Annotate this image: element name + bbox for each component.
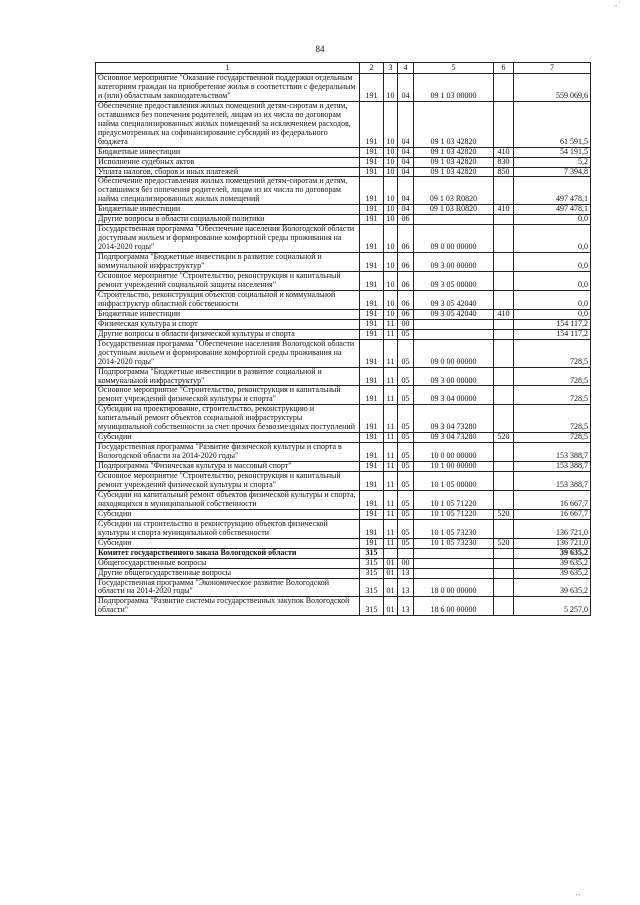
row-target-code: 09 1 03 42820 <box>414 101 494 147</box>
row-subsection-code: 04 <box>398 167 414 177</box>
row-amount: 39 635,2 <box>514 558 591 568</box>
row-subsection-code: 06 <box>398 309 414 319</box>
row-amount: 497 478,1 <box>514 177 591 205</box>
header-cell: 1 <box>96 63 360 74</box>
row-expense-type <box>494 519 514 538</box>
table-row <box>96 433 591 443</box>
row-expense-type <box>494 290 514 309</box>
row-target-code: 10 1 05 00000 <box>414 472 494 491</box>
row-name: Исполнение судебных актов <box>96 157 360 167</box>
row-subsection-code: 04 <box>398 205 414 215</box>
row-name: Субсидии на строительство и реконструкцию объектов физической культуры и спорта муниципальной собственности <box>96 519 360 538</box>
table-row <box>96 319 591 329</box>
row-name: Общегосударственные вопросы <box>96 558 360 568</box>
row-name: Другие вопросы в области физической культуры и спорта <box>96 329 360 339</box>
row-expense-type <box>494 443 514 462</box>
row-target-code: 09 3 04 73280 <box>414 405 494 433</box>
row-subsection-code: 04 <box>398 177 414 205</box>
row-section-code: 01 <box>384 558 398 568</box>
row-subsection-code: 13 <box>398 568 414 578</box>
row-subsection-code: 05 <box>398 538 414 548</box>
header-cell: 5 <box>414 63 494 74</box>
row-section-code: 10 <box>384 309 398 319</box>
table-row <box>96 490 591 509</box>
row-expense-type <box>494 74 514 102</box>
row-section-code: 10 <box>384 272 398 291</box>
table-row <box>96 509 591 519</box>
row-section-code: 11 <box>384 490 398 509</box>
header-cell: 6 <box>494 63 514 74</box>
row-amount: 153 388,7 <box>514 472 591 491</box>
table-row <box>96 558 591 568</box>
row-amount: 16 667,7 <box>514 509 591 519</box>
row-amount: 728,5 <box>514 386 591 405</box>
row-admin-code: 191 <box>360 290 384 309</box>
row-section-code: 10 <box>384 205 398 215</box>
row-amount: 39 635,2 <box>514 578 591 597</box>
table-row <box>96 339 591 367</box>
row-expense-type <box>494 215 514 225</box>
row-target-code <box>414 558 494 568</box>
row-admin-code: 191 <box>360 205 384 215</box>
row-expense-type <box>494 405 514 433</box>
row-section-code: 01 <box>384 597 398 616</box>
row-expense-type: 520 <box>494 509 514 519</box>
row-section-code: 01 <box>384 578 398 597</box>
row-section-code: 11 <box>384 443 398 462</box>
row-target-code: 09 3 00 00000 <box>414 253 494 272</box>
row-section-code: 10 <box>384 253 398 272</box>
row-name: Бюджетные инвестиции <box>96 309 360 319</box>
row-admin-code: 191 <box>360 253 384 272</box>
row-admin-code: 315 <box>360 597 384 616</box>
row-amount: 728,5 <box>514 433 591 443</box>
header-cell: 2 <box>360 63 384 74</box>
table-row <box>96 443 591 462</box>
table-row <box>96 597 591 616</box>
row-amount: 0,0 <box>514 290 591 309</box>
row-subsection-code: 06 <box>398 225 414 253</box>
row-section-code: 10 <box>384 225 398 253</box>
row-amount: 5 257,0 <box>514 597 591 616</box>
row-name: Физическая культура и спорт <box>96 319 360 329</box>
row-subsection-code: 04 <box>398 74 414 102</box>
row-admin-code: 191 <box>360 472 384 491</box>
row-target-code <box>414 329 494 339</box>
row-expense-type <box>494 339 514 367</box>
table-row <box>96 157 591 167</box>
row-section-code: 11 <box>384 519 398 538</box>
row-name: Основное мероприятие "Строительство, реконструкция и капитальный ремонт учреждений физической культуры и спорта" <box>96 386 360 405</box>
row-subsection-code: 04 <box>398 147 414 157</box>
row-expense-type <box>494 225 514 253</box>
row-admin-code: 191 <box>360 462 384 472</box>
row-name: Государственная программа "Развитие физической культуры и спорта в Вологодской области на 2014-2020 годы" <box>96 443 360 462</box>
table-row <box>96 405 591 433</box>
row-target-code: 09 1 03 R0820 <box>414 177 494 205</box>
row-amount: 61 591,5 <box>514 101 591 147</box>
row-admin-code: 191 <box>360 329 384 339</box>
header-cell: 7 <box>514 63 591 74</box>
row-target-code: 18 0 00 00000 <box>414 578 494 597</box>
row-subsection-code: 00 <box>398 319 414 329</box>
table-row <box>96 272 591 291</box>
row-admin-code: 191 <box>360 339 384 367</box>
row-amount: 0,0 <box>514 309 591 319</box>
row-subsection-code: 06 <box>398 290 414 309</box>
row-subsection-code: 05 <box>398 462 414 472</box>
row-section-code <box>384 548 398 558</box>
row-section-code: 11 <box>384 462 398 472</box>
table-row <box>96 519 591 538</box>
table-row <box>96 309 591 319</box>
page-number: 84 <box>315 44 325 54</box>
row-target-code: 09 1 03 42820 <box>414 147 494 157</box>
row-section-code: 11 <box>384 509 398 519</box>
row-section-code: 10 <box>384 147 398 157</box>
table-row <box>96 167 591 177</box>
row-target-code: 09 1 03 R0820 <box>414 205 494 215</box>
row-section-code: 10 <box>384 167 398 177</box>
row-subsection-code: 00 <box>398 558 414 568</box>
row-subsection-code: 13 <box>398 578 414 597</box>
row-expense-type: 520 <box>494 538 514 548</box>
row-target-code: 09 3 04 73280 <box>414 433 494 443</box>
table-row <box>96 367 591 386</box>
row-expense-type: 520 <box>494 433 514 443</box>
row-name: Обеспечение предоставления жилых помещений детям-сиротам и детям, оставшимся без попечения родителей, лицам из их числа по договорам найма специализированных жилых помещений за исключением расходов, предусмотренных на софинансирование субсидий из федерального бюджета <box>96 101 360 147</box>
row-expense-type <box>494 253 514 272</box>
row-name: Уплата налогов, сборов и иных платежей <box>96 167 360 177</box>
row-admin-code: 315 <box>360 558 384 568</box>
row-admin-code: 315 <box>360 568 384 578</box>
row-target-code: 18 6 00 00000 <box>414 597 494 616</box>
row-amount: 0,0 <box>514 225 591 253</box>
row-target-code: 10 1 05 73230 <box>414 519 494 538</box>
row-amount: 0,0 <box>514 272 591 291</box>
row-admin-code: 191 <box>360 490 384 509</box>
row-subsection-code: 05 <box>398 405 414 433</box>
table-row <box>96 568 591 578</box>
table-row <box>96 538 591 548</box>
table-row <box>96 290 591 309</box>
table-row <box>96 548 591 558</box>
row-amount: 728,5 <box>514 405 591 433</box>
table-row <box>96 177 591 205</box>
row-admin-code: 191 <box>360 538 384 548</box>
table-row <box>96 386 591 405</box>
row-name: Основное мероприятие "Оказание государственной поддержки отдельным категориям граждан на приобретение жилья в соответствии с федеральным и (или) областным законодательством" <box>96 74 360 102</box>
row-subsection-code: 13 <box>398 597 414 616</box>
table-row <box>96 74 591 102</box>
row-admin-code: 191 <box>360 519 384 538</box>
row-admin-code: 191 <box>360 225 384 253</box>
row-expense-type <box>494 272 514 291</box>
row-amount: 153 388,7 <box>514 443 591 462</box>
row-amount: 54 191,5 <box>514 147 591 157</box>
row-target-code: 09 0 00 00000 <box>414 339 494 367</box>
row-expense-type <box>494 548 514 558</box>
row-admin-code: 315 <box>360 578 384 597</box>
row-section-code: 10 <box>384 177 398 205</box>
row-subsection-code: 06 <box>398 253 414 272</box>
row-target-code: 09 0 00 00000 <box>414 225 494 253</box>
corner-mark-top: „ ' <box>613 0 620 8</box>
row-name: Обеспечение предоставления жилых помещений детям-сиротам и детям, оставшимся без попечения родителей, лицам из их числа по договорам найма специализированных жилых помещений <box>96 177 360 205</box>
row-subsection-code: 05 <box>398 329 414 339</box>
row-target-code: 09 1 03 42820 <box>414 157 494 167</box>
row-name: Подпрограмма "Бюджетные инвестиции в развитие социальной и коммунальной инфраструктур" <box>96 253 360 272</box>
row-name: Основное мероприятие "Строительство, реконструкция и капитальный ремонт учреждений физической культуры и спорта" <box>96 472 360 491</box>
row-admin-code: 191 <box>360 443 384 462</box>
row-amount: 5,2 <box>514 157 591 167</box>
row-target-code <box>414 319 494 329</box>
row-name: Комитет государственного заказа Вологодской области <box>96 548 360 558</box>
row-target-code: 09 3 05 42040 <box>414 290 494 309</box>
row-name: Субсидии <box>96 509 360 519</box>
row-admin-code: 191 <box>360 319 384 329</box>
row-target-code: 09 3 04 00000 <box>414 386 494 405</box>
row-expense-type <box>494 462 514 472</box>
header-cell: 4 <box>398 63 414 74</box>
row-target-code: 10 0 00 00000 <box>414 443 494 462</box>
row-subsection-code: 06 <box>398 215 414 225</box>
row-name: Субсидии на проектирование, строительство, реконструкцию и капитальный ремонт объектов социальной инфраструктуры муниципальной собственности за счет прочих безвозмездных поступлений <box>96 405 360 433</box>
row-subsection-code: 05 <box>398 509 414 519</box>
row-subsection-code <box>398 548 414 558</box>
row-target-code: 09 3 05 00000 <box>414 272 494 291</box>
row-subsection-code: 05 <box>398 339 414 367</box>
row-expense-type <box>494 472 514 491</box>
row-amount: 136 721,0 <box>514 519 591 538</box>
row-target-code: 09 3 00 00000 <box>414 367 494 386</box>
row-section-code: 11 <box>384 339 398 367</box>
row-amount: 39 635,2 <box>514 568 591 578</box>
table-row <box>96 215 591 225</box>
row-name: Государственная программа "Обеспечение населения Вологодской области доступным жильем и формирование комфортной среды проживания на 2014-2020 годы" <box>96 225 360 253</box>
row-admin-code: 315 <box>360 548 384 558</box>
row-name: Государственная программа "Экономическое развитие Вологодской области на 2014-2020 годы" <box>96 578 360 597</box>
row-amount: 153 388,7 <box>514 462 591 472</box>
row-expense-type: 410 <box>494 205 514 215</box>
row-subsection-code: 05 <box>398 472 414 491</box>
row-amount: 0,0 <box>514 253 591 272</box>
row-admin-code: 191 <box>360 147 384 157</box>
row-section-code: 11 <box>384 386 398 405</box>
row-name: Субсидии на капитальный ремонт объектов физической культуры и спорта, находящихся в муниципальной собственности <box>96 490 360 509</box>
row-target-code: 10 1 05 71220 <box>414 490 494 509</box>
row-name: Бюджетные инвестиции <box>96 205 360 215</box>
row-name: Бюджетные инвестиции <box>96 147 360 157</box>
row-name: Субсидии <box>96 538 360 548</box>
budget-table-body <box>96 63 591 616</box>
table-row <box>96 225 591 253</box>
row-subsection-code: 05 <box>398 490 414 509</box>
row-expense-type: 410 <box>494 309 514 319</box>
row-amount: 559 069,6 <box>514 74 591 102</box>
row-expense-type <box>494 578 514 597</box>
row-expense-type <box>494 568 514 578</box>
row-expense-type <box>494 490 514 509</box>
row-expense-type <box>494 367 514 386</box>
row-subsection-code: 04 <box>398 157 414 167</box>
row-expense-type <box>494 329 514 339</box>
table-row <box>96 329 591 339</box>
row-admin-code: 191 <box>360 309 384 319</box>
table-row <box>96 472 591 491</box>
row-name: Подпрограмма "Бюджетные инвестиции в развитие социальной и коммунальной инфраструктур" <box>96 367 360 386</box>
row-expense-type: 830 <box>494 157 514 167</box>
row-amount: 136 721,0 <box>514 538 591 548</box>
row-expense-type <box>494 101 514 147</box>
row-expense-type: 410 <box>494 147 514 157</box>
row-amount: 154 117,2 <box>514 319 591 329</box>
row-subsection-code: 05 <box>398 443 414 462</box>
corner-mark-bottom: ' ' <box>575 893 580 901</box>
row-section-code: 10 <box>384 74 398 102</box>
row-name: Строительство, реконструкция объектов социальной и коммунальной инфраструктур областной собственности <box>96 290 360 309</box>
row-admin-code: 191 <box>360 167 384 177</box>
row-section-code: 11 <box>384 433 398 443</box>
row-name: Государственная программа "Обеспечение населения Вологодской области доступным жильем и формирование комфортной среды проживания на 2014-2020 годы" <box>96 339 360 367</box>
row-name: Основное мероприятие "Строительство, реконструкция и капитальный ремонт учреждений социальной защиты населения" <box>96 272 360 291</box>
row-name: Подпрограмма "Физическая культура и массовый спорт" <box>96 462 360 472</box>
row-section-code: 11 <box>384 538 398 548</box>
row-admin-code: 191 <box>360 367 384 386</box>
row-target-code: 10 1 00 00000 <box>414 462 494 472</box>
row-target-code <box>414 568 494 578</box>
table-row <box>96 147 591 157</box>
row-name: Другие вопросы в области социальной политики <box>96 215 360 225</box>
row-admin-code: 191 <box>360 433 384 443</box>
row-target-code <box>414 215 494 225</box>
row-amount: 728,5 <box>514 339 591 367</box>
row-admin-code: 191 <box>360 386 384 405</box>
row-section-code: 11 <box>384 472 398 491</box>
row-amount: 7 394,8 <box>514 167 591 177</box>
row-section-code: 11 <box>384 405 398 433</box>
table-row <box>96 578 591 597</box>
row-admin-code: 191 <box>360 405 384 433</box>
table-row <box>96 205 591 215</box>
row-subsection-code: 05 <box>398 367 414 386</box>
row-section-code: 10 <box>384 290 398 309</box>
row-admin-code: 191 <box>360 74 384 102</box>
row-subsection-code: 04 <box>398 101 414 147</box>
row-section-code: 11 <box>384 367 398 386</box>
table-row <box>96 253 591 272</box>
table-row <box>96 462 591 472</box>
header-cell: 3 <box>384 63 398 74</box>
row-expense-type <box>494 177 514 205</box>
row-admin-code: 191 <box>360 272 384 291</box>
row-admin-code: 191 <box>360 215 384 225</box>
row-name: Субсидии <box>96 433 360 443</box>
row-admin-code: 191 <box>360 509 384 519</box>
row-amount: 728,5 <box>514 367 591 386</box>
row-target-code: 10 1 05 71220 <box>414 509 494 519</box>
row-subsection-code: 05 <box>398 519 414 538</box>
row-amount: 154 117,2 <box>514 329 591 339</box>
row-target-code: 09 1 03 00000 <box>414 74 494 102</box>
row-section-code: 10 <box>384 101 398 147</box>
row-subsection-code: 05 <box>398 386 414 405</box>
row-admin-code: 191 <box>360 157 384 167</box>
row-amount: 497 478,1 <box>514 205 591 215</box>
row-target-code: 10 1 05 73230 <box>414 538 494 548</box>
budget-table <box>95 62 591 616</box>
row-amount: 0,0 <box>514 215 591 225</box>
row-target-code: 09 1 03 42820 <box>414 167 494 177</box>
row-target-code <box>414 548 494 558</box>
row-amount: 39 635,2 <box>514 548 591 558</box>
row-expense-type <box>494 386 514 405</box>
row-section-code: 01 <box>384 568 398 578</box>
row-admin-code: 191 <box>360 177 384 205</box>
row-target-code: 09 3 05 42040 <box>414 309 494 319</box>
row-admin-code: 191 <box>360 101 384 147</box>
row-section-code: 10 <box>384 215 398 225</box>
row-expense-type <box>494 558 514 568</box>
row-subsection-code: 05 <box>398 433 414 443</box>
row-section-code: 10 <box>384 157 398 167</box>
row-section-code: 11 <box>384 329 398 339</box>
row-expense-type: 850 <box>494 167 514 177</box>
row-name: Подпрограмма "Развитие системы государственных закупок Вологодской области" <box>96 597 360 616</box>
row-expense-type <box>494 319 514 329</box>
row-subsection-code: 06 <box>398 272 414 291</box>
row-section-code: 11 <box>384 319 398 329</box>
row-amount: 16 667,7 <box>514 490 591 509</box>
row-name: Другие общегосударственные вопросы <box>96 568 360 578</box>
header-row <box>96 63 591 74</box>
table-row <box>96 101 591 147</box>
row-expense-type <box>494 597 514 616</box>
